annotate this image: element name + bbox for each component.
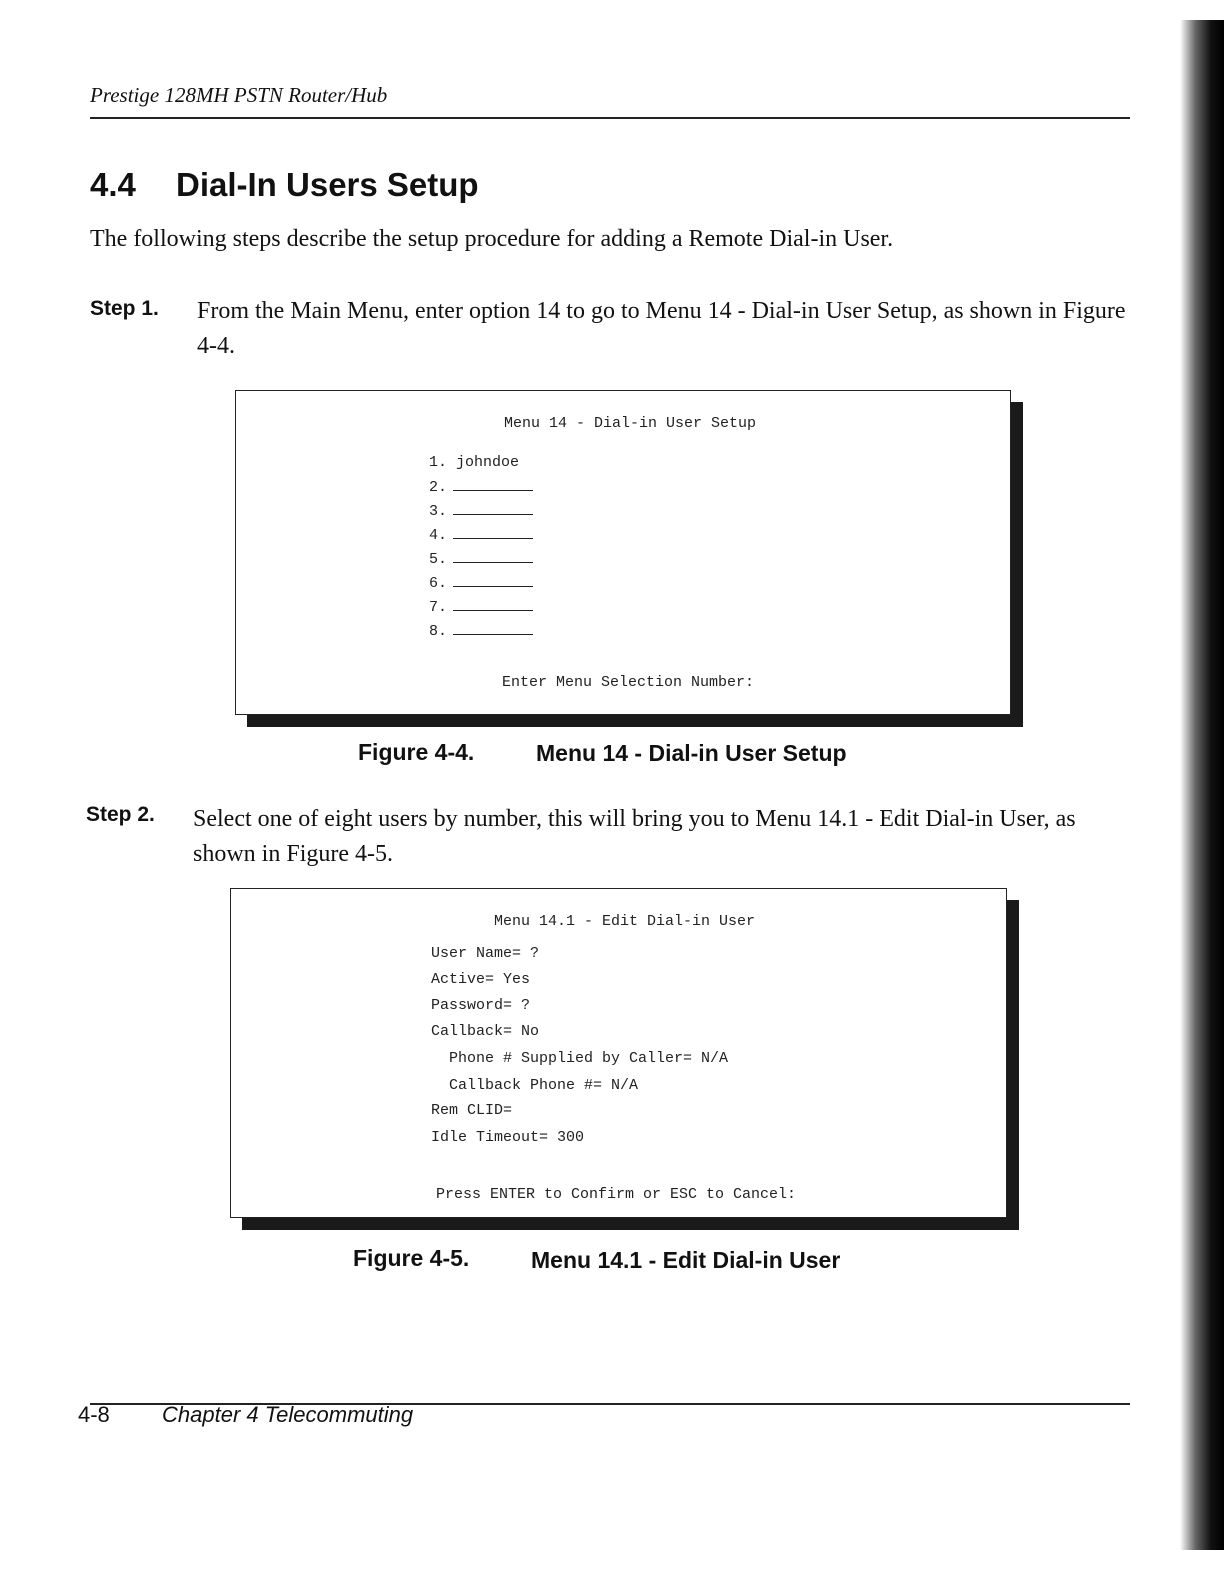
- section-heading: [90, 166, 479, 204]
- figure-4-4-title: Menu 14 - Dial-in User Setup: [536, 740, 847, 766]
- menu-14-1-prompt: Press ENTER to Confirm or ESC to Cancel:: [436, 1186, 797, 1203]
- menu-item-6: 6.: [429, 574, 533, 592]
- section-title: Dial-In Users Setup: [176, 166, 479, 203]
- menu-14-prompt: Enter Menu Selection Number:: [502, 674, 755, 691]
- section-number: 4.4: [90, 166, 136, 203]
- menu-item-1: 1. johndoe: [429, 454, 520, 471]
- step-1-label: Step 1.: [90, 297, 159, 320]
- menu-item-1-user: johndoe: [456, 454, 520, 471]
- field-password: Password= ?: [431, 997, 531, 1014]
- menu-14-1-screen: [230, 888, 1007, 1218]
- field-phone-supplied: Phone # Supplied by Caller= N/A: [431, 1050, 729, 1067]
- running-header: Prestige 128MH PSTN Router/Hub: [90, 83, 388, 107]
- field-callback: Callback= No: [431, 1023, 540, 1040]
- menu-item-4: 4.: [429, 526, 533, 544]
- menu-item-7: 7.: [429, 598, 533, 616]
- intro-paragraph: The following steps describe the setup procedure for adding a Remote Dial-in User.: [90, 226, 894, 252]
- figure-4-5-title: Menu 14.1 - Edit Dial-in User: [531, 1247, 841, 1273]
- header-rule: [90, 117, 1130, 119]
- menu-item-8: 8.: [429, 622, 533, 640]
- scan-binding-edge: [1180, 20, 1224, 1550]
- menu-item-2: 2.: [429, 478, 533, 496]
- figure-4-4-label: Figure 4-4.: [358, 739, 475, 765]
- step-2-text: Select one of eight users by number, this will bring you to Menu 14.1 - Edit Dial-in User, as shown in Figure 4-5.: [193, 806, 1076, 867]
- field-user-name: User Name= ?: [431, 945, 540, 962]
- page-number: 4-8: [78, 1402, 110, 1427]
- field-idle-timeout: Idle Timeout= 300: [431, 1129, 585, 1146]
- figure-4-5-label: Figure 4-5.: [353, 1245, 470, 1271]
- menu-item-3: 3.: [429, 502, 533, 520]
- menu-14-1-title: Menu 14.1 - Edit Dial-in User: [494, 913, 756, 930]
- menu-14-screen: [235, 390, 1011, 715]
- menu-item-5: 5.: [429, 550, 533, 568]
- field-rem-clid: Rem CLID=: [431, 1102, 513, 1119]
- menu-14-title: Menu 14 - Dial-in User Setup: [504, 415, 757, 432]
- chapter-title: Chapter 4 Telecommuting: [162, 1402, 414, 1427]
- step-1-text: From the Main Menu, enter option 14 to go to Menu 14 - Dial-in User Setup, as shown in Figure 4-4.: [197, 298, 1126, 359]
- field-callback-phone: Callback Phone #= N/A: [431, 1077, 639, 1094]
- step-2-label: Step 2.: [86, 803, 155, 826]
- field-active: Active= Yes: [431, 971, 531, 988]
